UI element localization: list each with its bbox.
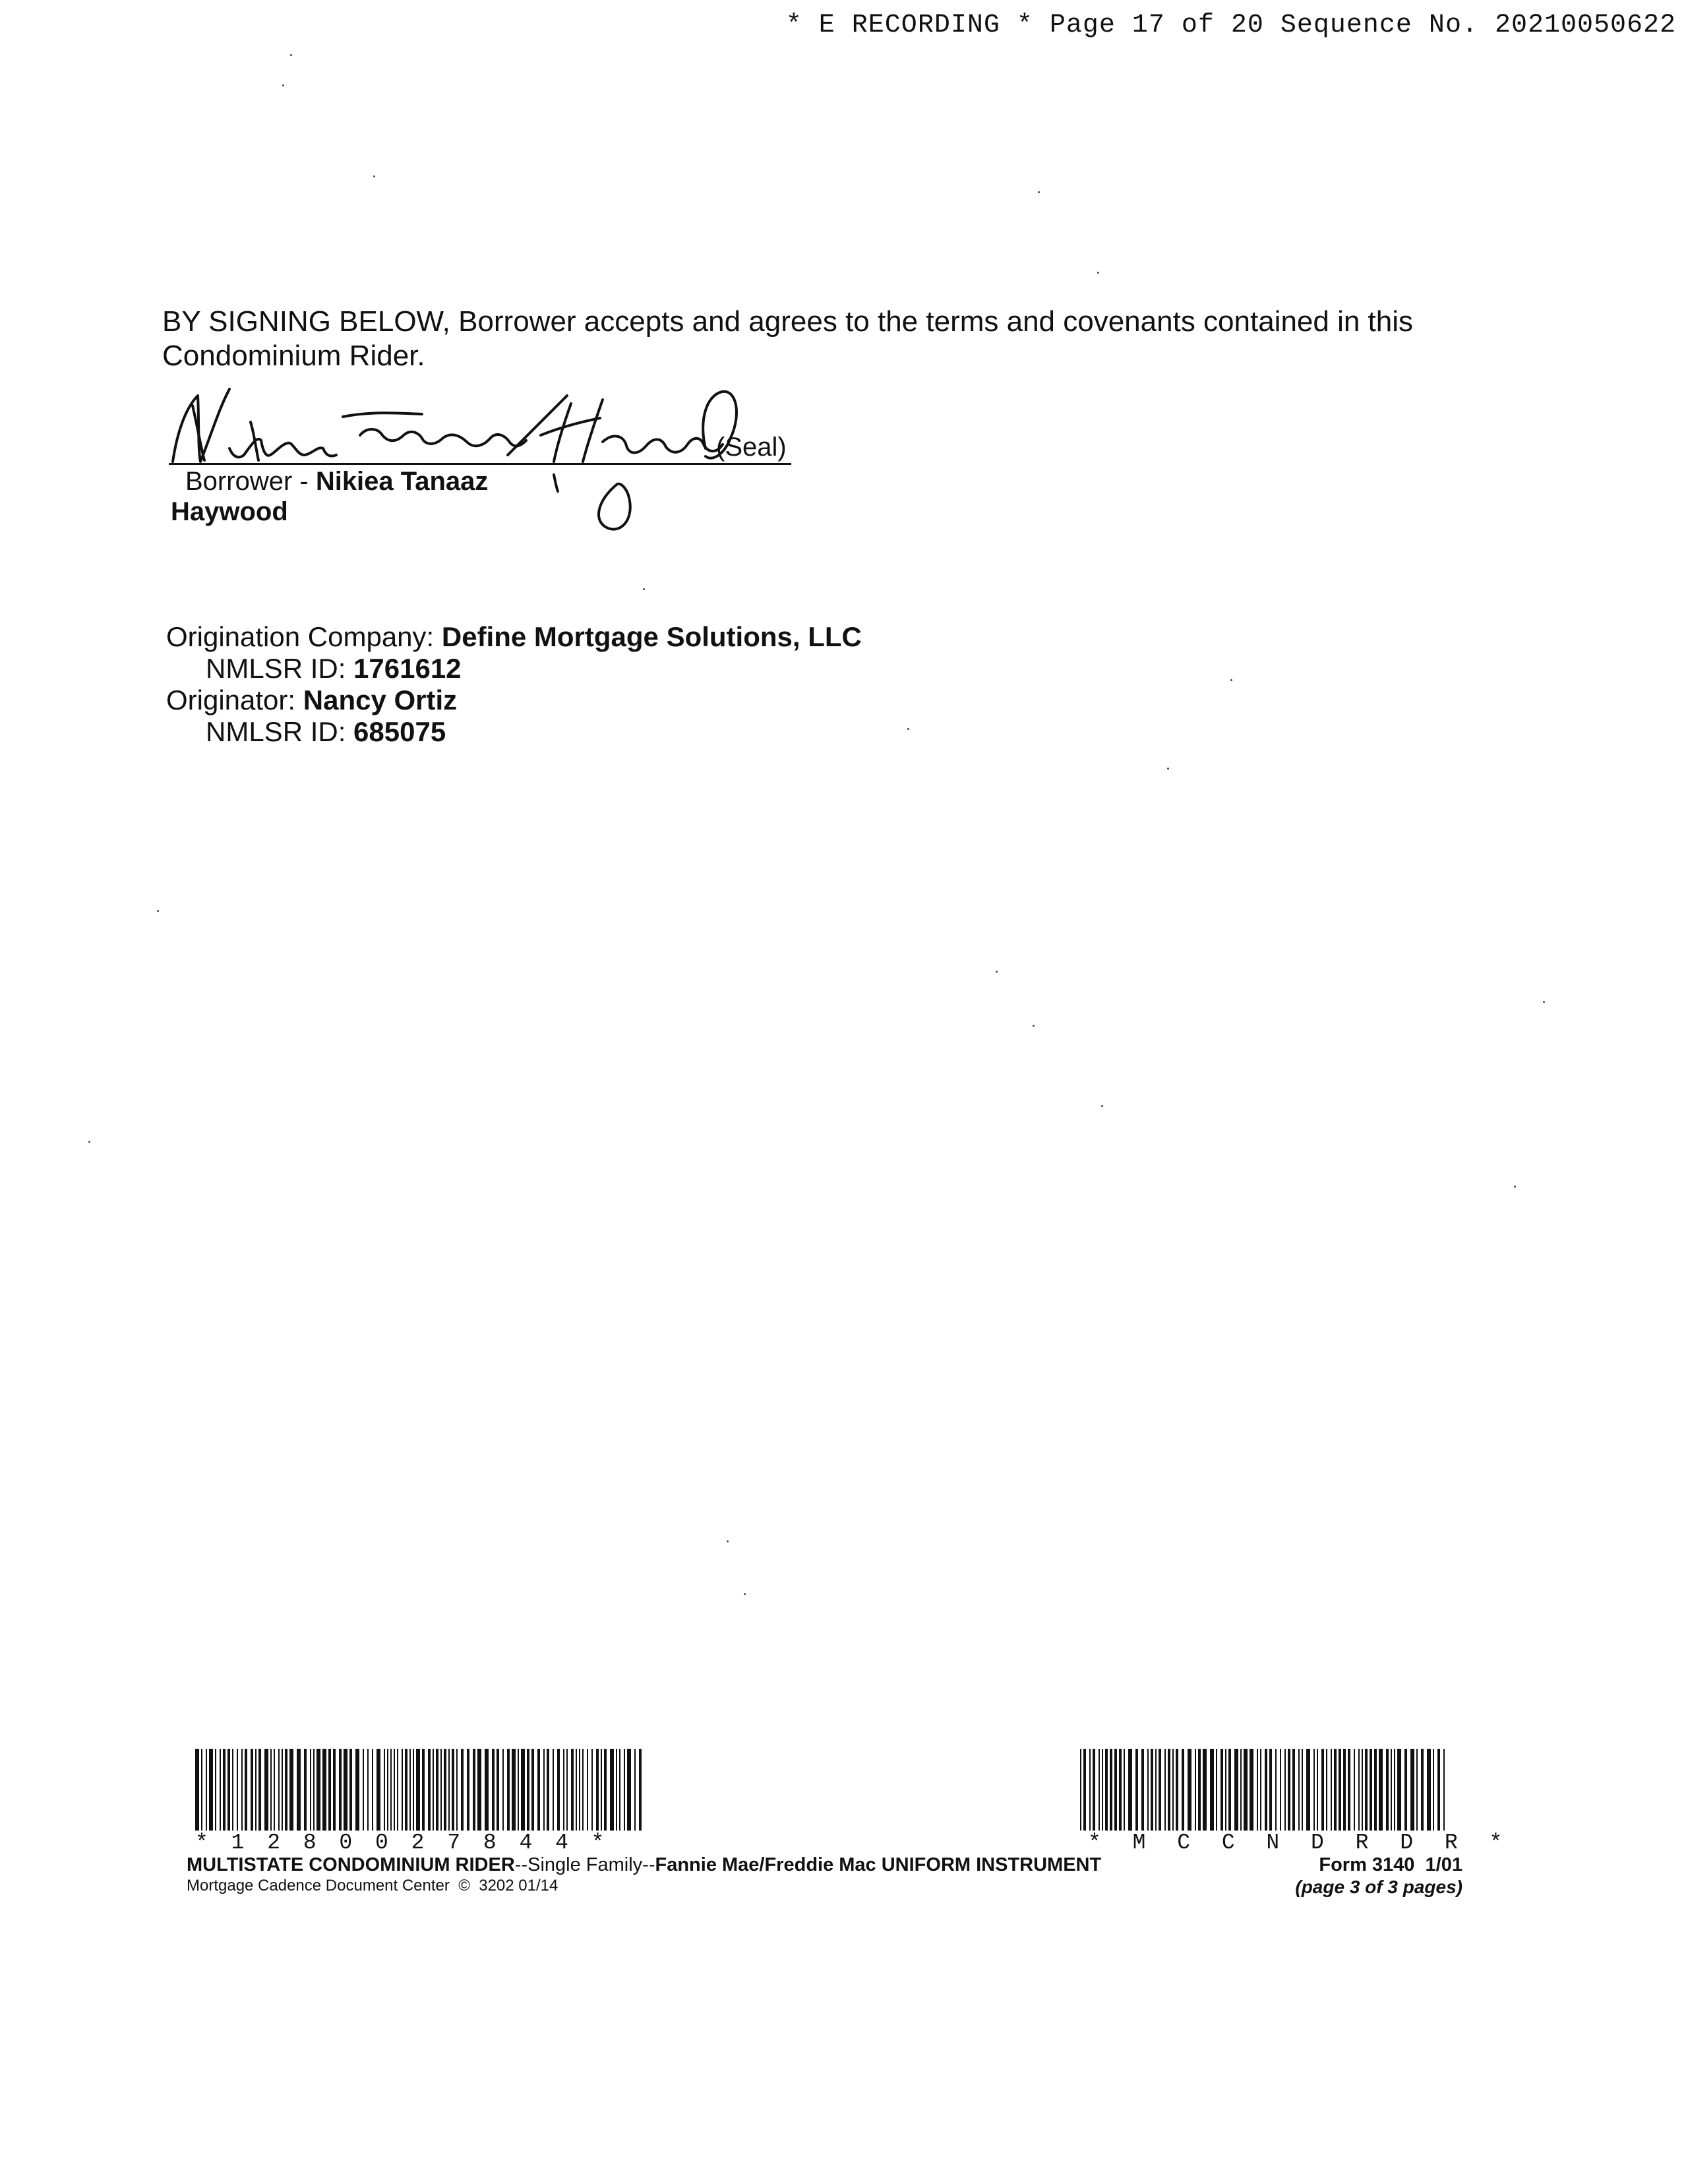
barcode-bar xyxy=(1284,1749,1286,1831)
barcode-bar xyxy=(1099,1749,1100,1831)
barcode-bar xyxy=(223,1749,226,1831)
barcode-bar xyxy=(485,1749,489,1831)
barcode-bar xyxy=(1089,1749,1091,1831)
barcode-bar xyxy=(1391,1749,1392,1831)
barcode-bar xyxy=(377,1749,380,1831)
barcode-bar xyxy=(387,1749,388,1831)
barcode-bar xyxy=(1216,1749,1217,1831)
barcode-bar xyxy=(409,1749,411,1831)
barcode-bar xyxy=(461,1749,464,1831)
barcode-bar xyxy=(372,1749,373,1831)
barcode-bar xyxy=(587,1749,588,1831)
barcode-bar xyxy=(428,1749,431,1831)
barcode-bar xyxy=(497,1749,499,1831)
barcode-bar xyxy=(1343,1749,1346,1831)
barcode-bar xyxy=(313,1749,315,1831)
barcode-bar xyxy=(1358,1749,1360,1831)
originator-nmlsr-label: NMLSR ID: xyxy=(206,716,354,747)
barcode-bar xyxy=(220,1749,221,1831)
company-nmlsr-id: 1761612 xyxy=(353,653,462,684)
barcode-bar xyxy=(1198,1749,1201,1831)
signature-line xyxy=(169,463,791,465)
barcode-bar xyxy=(1321,1749,1324,1831)
form-code-barcode xyxy=(1079,1749,1449,1831)
barcode-bar xyxy=(1280,1749,1281,1831)
barcode-bar xyxy=(1354,1749,1355,1831)
originator-name: Nancy Ortiz xyxy=(303,684,458,715)
barcode-bar xyxy=(440,1749,442,1831)
barcode-bar xyxy=(1298,1749,1300,1831)
barcode-bar xyxy=(278,1749,280,1831)
barcode-bar xyxy=(1260,1749,1261,1831)
barcode-bar xyxy=(1182,1749,1184,1831)
barcode-bar xyxy=(473,1749,475,1831)
barcode-bar xyxy=(422,1749,425,1831)
barcode-bar xyxy=(521,1749,525,1831)
origination-company-name: Define Mortgage Solutions, LLC xyxy=(441,621,862,652)
barcode-bar xyxy=(576,1749,577,1831)
origination-info xyxy=(166,621,862,748)
barcode-bar xyxy=(394,1749,395,1831)
barcode-bar xyxy=(624,1749,625,1831)
barcode-bar xyxy=(201,1749,202,1831)
signing-statement: BY SIGNING BELOW, Borrower accepts and agrees to the terms and covenants contained in this Condominium Rider. xyxy=(162,305,1414,372)
barcode-bar xyxy=(251,1749,253,1831)
handwritten-signature xyxy=(0,0,1688,541)
barcode-bar xyxy=(1317,1749,1318,1831)
barcode-bar xyxy=(1244,1749,1248,1831)
barcode-bar xyxy=(1306,1749,1310,1831)
barcode-bar xyxy=(1437,1749,1440,1831)
barcode-bar xyxy=(1313,1749,1315,1831)
barcode-bar xyxy=(436,1749,438,1831)
barcode-bar xyxy=(1093,1749,1095,1831)
barcode-bar xyxy=(1210,1749,1214,1831)
barcode-bar xyxy=(1386,1749,1389,1831)
barcode-bar xyxy=(448,1749,450,1831)
barcode-bar xyxy=(1374,1749,1377,1831)
barcode-bar xyxy=(310,1749,311,1831)
barcode-bar xyxy=(367,1749,369,1831)
barcode-bar xyxy=(1326,1749,1327,1831)
barcode-bar xyxy=(1151,1749,1153,1831)
barcode-bar xyxy=(333,1749,336,1831)
recording-header: * E RECORDING * Page 17 of 20 Sequence No. 20210050622 xyxy=(785,11,1676,40)
barcode-bar xyxy=(297,1749,301,1831)
barcode-bar xyxy=(195,1749,199,1831)
borrower-last-name: Haywood xyxy=(171,497,288,526)
barcode-bar xyxy=(527,1749,529,1831)
barcode-bar xyxy=(413,1749,414,1831)
barcode-bar xyxy=(416,1749,420,1831)
barcode-bar xyxy=(258,1749,261,1831)
barcode-bar xyxy=(322,1749,326,1831)
barcode-bar xyxy=(557,1749,560,1831)
barcode-bar xyxy=(339,1749,342,1831)
barcode-bar xyxy=(289,1749,293,1831)
document-center-line: Mortgage Cadence Document Center © 3202 01/14 xyxy=(187,1877,558,1895)
barcode-bar xyxy=(502,1749,504,1831)
borrower-first-name: Nikiea Tanaaz xyxy=(315,467,489,496)
barcode-bar xyxy=(537,1749,540,1831)
barcode-bar xyxy=(363,1749,364,1831)
loan-number-barcode xyxy=(194,1749,646,1831)
barcode-bar xyxy=(1410,1749,1414,1831)
barcode-bar xyxy=(1269,1749,1272,1831)
barcode-bar xyxy=(1365,1749,1368,1831)
barcode-bar xyxy=(543,1749,545,1831)
originator-nmlsr-row xyxy=(166,716,862,748)
barcode-bar xyxy=(1379,1749,1383,1831)
barcode-bar xyxy=(1168,1749,1170,1831)
origination-company-row xyxy=(166,621,862,653)
barcode-bar xyxy=(601,1749,602,1831)
seal-label: (Seal) xyxy=(716,433,787,462)
form-title-bold2: Fannie Mae/Freddie Mac UNIFORM INSTRUMENT xyxy=(655,1854,1102,1875)
barcode-bar xyxy=(1292,1749,1295,1831)
form-title xyxy=(187,1854,1101,1876)
barcode-bar xyxy=(547,1749,549,1831)
barcode-bar xyxy=(405,1749,407,1831)
barcode-bar xyxy=(316,1749,320,1831)
barcode-bar xyxy=(571,1749,574,1831)
barcode-bar xyxy=(579,1749,580,1831)
barcode-bar xyxy=(477,1749,481,1831)
barcode-bar xyxy=(227,1749,230,1831)
originator-label: Originator: xyxy=(166,684,303,715)
barcode-bar xyxy=(1135,1749,1138,1831)
barcode-bar xyxy=(1172,1749,1174,1831)
barcode-bar xyxy=(1221,1749,1223,1831)
barcode-bar xyxy=(1421,1749,1424,1831)
barcode-bar xyxy=(1203,1749,1207,1831)
barcode-bar xyxy=(563,1749,564,1831)
barcode-bar xyxy=(241,1749,243,1831)
barcode-bar xyxy=(1250,1749,1253,1831)
barcode-bar xyxy=(619,1749,620,1831)
barcode-bar xyxy=(209,1749,213,1831)
borrower-prefix: Borrower - xyxy=(185,467,316,496)
originator-row xyxy=(166,684,862,716)
barcode-bar xyxy=(1433,1749,1434,1831)
barcode-bar xyxy=(304,1749,307,1831)
barcode-bar xyxy=(1124,1749,1125,1831)
barcode-bar xyxy=(245,1749,247,1831)
origination-company-label: Origination Company: xyxy=(166,621,442,652)
barcode-bar xyxy=(402,1749,403,1831)
form-number: Form 3140 1/01 xyxy=(1319,1854,1462,1875)
barcode-bar xyxy=(492,1749,495,1831)
barcode-bar xyxy=(1370,1749,1372,1831)
barcode-bar xyxy=(1443,1749,1445,1831)
barcode-bar xyxy=(270,1749,272,1831)
barcode-bar xyxy=(1427,1749,1431,1831)
barcode-bar xyxy=(1114,1749,1117,1831)
barcode-bar xyxy=(1404,1749,1407,1831)
barcode-bar xyxy=(215,1749,216,1831)
borrower-caption xyxy=(185,467,488,497)
barcode-bar xyxy=(1102,1749,1103,1831)
barcode-bar xyxy=(1362,1749,1363,1831)
barcode-bar xyxy=(1331,1749,1332,1831)
barcode-bar xyxy=(507,1749,510,1831)
form-title-middle: --Single Family-- xyxy=(514,1854,655,1875)
barcode-bar xyxy=(1288,1749,1290,1831)
barcode-bar xyxy=(1083,1749,1086,1831)
barcode-bar xyxy=(1240,1749,1242,1831)
barcode-bar xyxy=(1348,1749,1350,1831)
barcode-bar xyxy=(1334,1749,1337,1831)
barcode-bar xyxy=(1225,1749,1226,1831)
barcode-bar xyxy=(206,1749,207,1831)
barcode-bar xyxy=(355,1749,359,1831)
barcode-bar xyxy=(512,1749,516,1831)
barcode-bar xyxy=(1397,1749,1401,1831)
barcode-bar xyxy=(1416,1749,1418,1831)
barcode-bar xyxy=(328,1749,331,1831)
barcode-bar xyxy=(627,1749,631,1831)
barcode-bar xyxy=(616,1749,617,1831)
barcode-bar xyxy=(282,1749,283,1831)
barcode-bar xyxy=(1265,1749,1267,1831)
barcode-bar xyxy=(1302,1749,1303,1831)
barcode-bar xyxy=(1080,1749,1081,1831)
barcode-bar xyxy=(349,1749,352,1831)
barcode-bar xyxy=(390,1749,392,1831)
barcode-bar xyxy=(1195,1749,1196,1831)
barcode-bar xyxy=(285,1749,287,1831)
barcode-bar xyxy=(604,1749,607,1831)
barcode-bar xyxy=(456,1749,458,1831)
barcode-bar xyxy=(1110,1749,1112,1831)
barcode-bar xyxy=(582,1749,584,1831)
barcode-bar xyxy=(1128,1749,1132,1831)
page-count: (page 3 of 3 pages) xyxy=(1295,1877,1462,1897)
originator-nmlsr-id: 685075 xyxy=(353,716,446,747)
barcode-bar xyxy=(397,1749,398,1831)
barcode-bar xyxy=(1176,1749,1178,1831)
barcode-bar xyxy=(237,1749,238,1831)
barcode-bar xyxy=(1164,1749,1166,1831)
barcode-bar xyxy=(596,1749,599,1831)
form-title-bold: MULTISTATE CONDOMINIUM RIDER xyxy=(187,1854,515,1875)
barcode-bar xyxy=(1228,1749,1231,1831)
barcode-bar xyxy=(531,1749,534,1831)
barcode-bar xyxy=(634,1749,636,1831)
barcode-bar xyxy=(274,1749,275,1831)
barcode-bar xyxy=(444,1749,446,1831)
barcode-bar xyxy=(1394,1749,1395,1831)
company-nmlsr-label: NMLSR ID: xyxy=(206,653,354,684)
barcode-bar xyxy=(344,1749,347,1831)
barcode-bar xyxy=(452,1749,454,1831)
barcode-bar xyxy=(639,1749,642,1831)
barcode-bar xyxy=(518,1749,519,1831)
barcode-bar xyxy=(591,1749,593,1831)
barcode-bar xyxy=(1339,1749,1341,1831)
barcode-bar xyxy=(1119,1749,1122,1831)
barcode-bar xyxy=(1234,1749,1238,1831)
barcode-bar xyxy=(467,1749,469,1831)
barcode-bar xyxy=(553,1749,554,1831)
barcode-bar xyxy=(1188,1749,1191,1831)
loan-number-barcode-text: * 1 2 8 0 0 2 7 8 4 4 * xyxy=(195,1831,609,1855)
barcode-bar xyxy=(1257,1749,1258,1831)
barcode-bar xyxy=(264,1749,268,1831)
barcode-bar xyxy=(384,1749,385,1831)
barcode-bar xyxy=(433,1749,434,1831)
barcode-bar xyxy=(610,1749,614,1831)
barcode-bar xyxy=(566,1749,568,1831)
barcode-bar xyxy=(1105,1749,1108,1831)
barcode-bar xyxy=(255,1749,256,1831)
barcode-bar xyxy=(1275,1749,1277,1831)
barcode-bar xyxy=(1141,1749,1144,1831)
form-code-barcode-text: * M C C N D R D R * xyxy=(1088,1831,1512,1855)
barcode-bar xyxy=(1147,1749,1149,1831)
barcode-bar xyxy=(232,1749,233,1831)
barcode-bar xyxy=(1155,1749,1157,1831)
company-nmlsr-row xyxy=(166,653,862,684)
barcode-bar xyxy=(1159,1749,1161,1831)
